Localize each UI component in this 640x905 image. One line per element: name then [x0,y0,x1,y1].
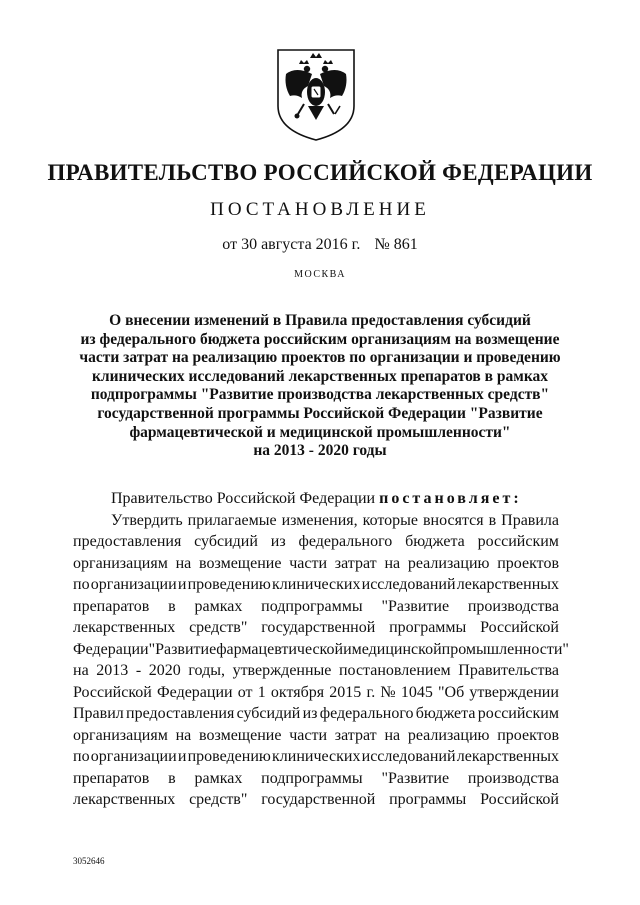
document-date [0,236,640,254]
subject-line: клинических исследований лекарственных препаратов в рамках [91,367,549,385]
document-body [73,488,569,811]
body-line: лекарственных средств" государственной программы Российской [73,791,559,808]
body-line: по организации и проведению клинических исследований лекарственных [73,576,559,593]
subject-line: государственной программы Российской Федерации "Развитие [97,404,543,422]
body-line: предоставления субсидий из федерального бюджета российским [73,533,559,550]
document-subject [60,312,580,461]
subject-line: на 2013 - 2020 годы [253,442,387,460]
government-title: ПРАВИТЕЛЬСТВО РОССИЙСКОЙ ФЕДЕРАЦИИ [47,160,593,185]
intro-text: Правительство Российской Федерации [111,490,376,507]
subject-line: части затрат на реализацию проектов по организации и проведению [79,349,561,367]
body-line: препаратов в рамках подпрограммы "Развитие производства [73,597,559,615]
body-line: Утвердить прилагаемые изменения, которые вносятся в Правила [111,511,559,529]
body-line: организациям на возмещение части затрат на реализацию проектов [73,554,559,572]
body-line: Правил предоставления субсидий из федерального бюджета российским [73,705,559,722]
body-line: по организации и проведению клинических исследований лекарственных [73,748,559,765]
date-text: от 30 августа 2016 г. [222,236,361,253]
decree-verb: постановляет: [379,490,522,507]
body-line: на 2013 - 2020 годы, утвержденные постановлением Правительства [73,662,559,679]
subject-line: О внесении изменений в Правила предоставления субсидий [109,312,531,329]
city-name: МОСКВА [294,269,346,280]
body-line: лекарственных средств" государственной программы Российской [73,619,559,636]
body-line: организациям на возмещение части затрат на реализацию проектов [73,726,559,744]
subject-line: подпрограммы "Развитие производства лекарственных средств" [90,386,550,404]
body-line: Российской Федерации от 1 октября 2015 г. № 1045 "Об утверждении [73,683,559,701]
document-code: 3052646 [73,856,105,866]
coat-of-arms-icon [274,44,358,144]
intro-paragraph [73,488,559,510]
document-number: № 861 [374,236,418,253]
document-type: ПОСТАНОВЛЕНИЕ [210,199,430,220]
body-line: Федерации "Развитие фармацевтической и медицинской промышленности" [73,640,569,658]
body-text [73,510,569,811]
body-line: препаратов в рамках подпрограммы "Развитие производства [73,769,559,787]
subject-line: из федерального бюджета российским организациям на возмещение [80,330,560,348]
subject-line: фармацевтической и медицинской промышленности" [129,423,511,441]
